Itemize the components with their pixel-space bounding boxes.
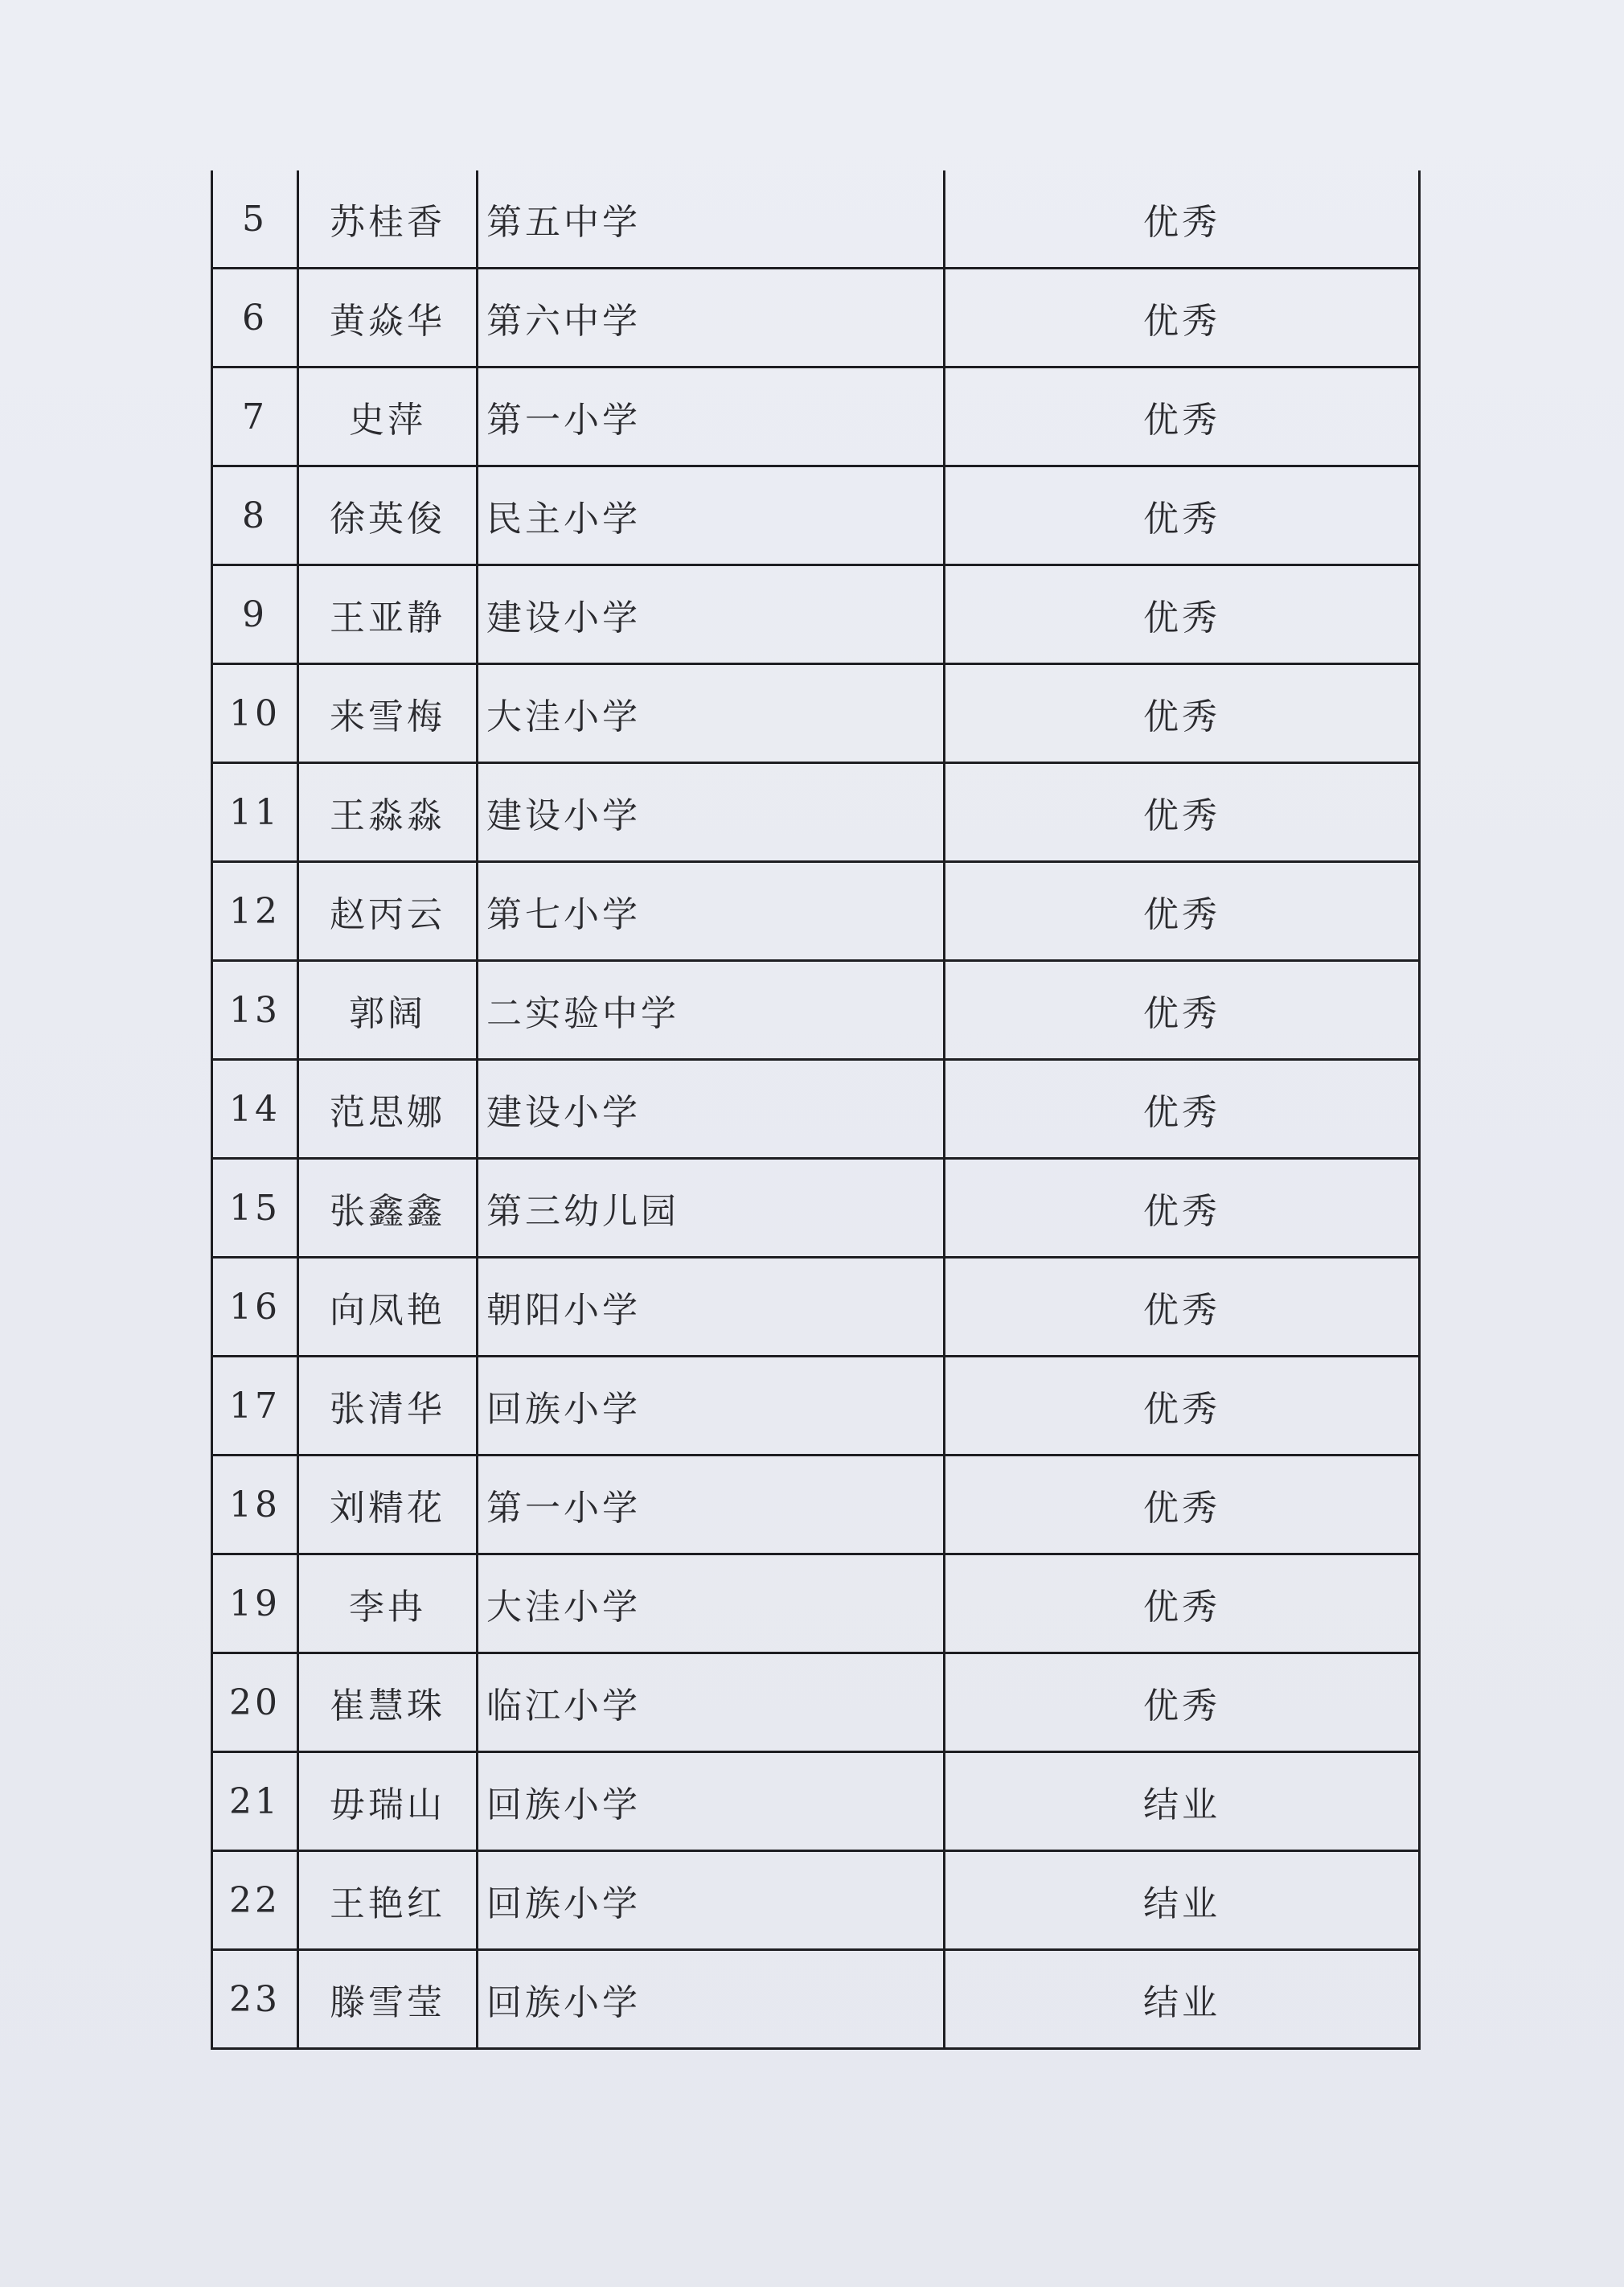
person-name: 崔慧珠: [298, 1653, 478, 1752]
person-name: 刘精花: [298, 1456, 478, 1554]
row-number: 18: [212, 1456, 298, 1554]
table-row: [212, 1851, 1420, 1950]
results-table-body: [212, 170, 1420, 2049]
grade-result: 结业: [945, 1950, 1420, 2049]
person-name: 史萍: [298, 367, 478, 466]
row-number: 9: [212, 565, 298, 664]
grade-result: 优秀: [945, 170, 1420, 269]
table-row: [212, 1456, 1420, 1554]
person-name: 苏桂香: [298, 170, 478, 269]
grade-result: 优秀: [945, 664, 1420, 763]
school-name: 建设小学: [478, 763, 945, 862]
grade-result: 优秀: [945, 763, 1420, 862]
grade-result: 优秀: [945, 1357, 1420, 1456]
person-name: 黄焱华: [298, 269, 478, 367]
row-number: 11: [212, 763, 298, 862]
grade-result: 优秀: [945, 466, 1420, 565]
person-name: 滕雪莹: [298, 1950, 478, 2049]
table-row: [212, 269, 1420, 367]
school-name: 第三幼儿园: [478, 1159, 945, 1258]
grade-result: 优秀: [945, 1456, 1420, 1554]
school-name: 回族小学: [478, 1357, 945, 1456]
person-name: 王艳红: [298, 1851, 478, 1950]
person-name: 王淼淼: [298, 763, 478, 862]
table-row: [212, 565, 1420, 664]
row-number: 16: [212, 1258, 298, 1357]
school-name: 第七小学: [478, 862, 945, 961]
person-name: 赵丙云: [298, 862, 478, 961]
table-row: [212, 1357, 1420, 1456]
school-name: 大洼小学: [478, 664, 945, 763]
table-row: [212, 862, 1420, 961]
grade-result: 优秀: [945, 367, 1420, 466]
row-number: 13: [212, 961, 298, 1060]
table-row: [212, 763, 1420, 862]
school-name: 民主小学: [478, 466, 945, 565]
person-name: 范思娜: [298, 1060, 478, 1159]
school-name: 朝阳小学: [478, 1258, 945, 1357]
person-name: 张清华: [298, 1357, 478, 1456]
school-name: 第六中学: [478, 269, 945, 367]
row-number: 7: [212, 367, 298, 466]
person-name: 郭阔: [298, 961, 478, 1060]
results-table: [211, 170, 1421, 2050]
grade-result: 优秀: [945, 1653, 1420, 1752]
grade-result: 结业: [945, 1752, 1420, 1851]
grade-result: 优秀: [945, 1159, 1420, 1258]
school-name: 建设小学: [478, 565, 945, 664]
grade-result: 优秀: [945, 1554, 1420, 1653]
table-row: [212, 1060, 1420, 1159]
table-row: [212, 1950, 1420, 2049]
school-name: 第一小学: [478, 367, 945, 466]
person-name: 毋瑞山: [298, 1752, 478, 1851]
row-number: 15: [212, 1159, 298, 1258]
table-row: [212, 1752, 1420, 1851]
school-name: 第五中学: [478, 170, 945, 269]
row-number: 5: [212, 170, 298, 269]
person-name: 来雪梅: [298, 664, 478, 763]
school-name: 回族小学: [478, 1950, 945, 2049]
row-number: 8: [212, 466, 298, 565]
row-number: 21: [212, 1752, 298, 1851]
grade-result: 优秀: [945, 961, 1420, 1060]
school-name: 第一小学: [478, 1456, 945, 1554]
table-row: [212, 170, 1420, 269]
row-number: 19: [212, 1554, 298, 1653]
row-number: 20: [212, 1653, 298, 1752]
school-name: 大洼小学: [478, 1554, 945, 1653]
table-row: [212, 1554, 1420, 1653]
table-row: [212, 664, 1420, 763]
table-row: [212, 1258, 1420, 1357]
row-number: 17: [212, 1357, 298, 1456]
school-name: 回族小学: [478, 1752, 945, 1851]
grade-result: 优秀: [945, 269, 1420, 367]
school-name: 二实验中学: [478, 961, 945, 1060]
table-row: [212, 961, 1420, 1060]
grade-result: 优秀: [945, 1258, 1420, 1357]
person-name: 向凤艳: [298, 1258, 478, 1357]
table-row: [212, 1159, 1420, 1258]
grade-result: 优秀: [945, 1060, 1420, 1159]
row-number: 10: [212, 664, 298, 763]
table-row: [212, 367, 1420, 466]
person-name: 王亚静: [298, 565, 478, 664]
grade-result: 结业: [945, 1851, 1420, 1950]
row-number: 14: [212, 1060, 298, 1159]
grade-result: 优秀: [945, 565, 1420, 664]
grade-result: 优秀: [945, 862, 1420, 961]
row-number: 6: [212, 269, 298, 367]
row-number: 12: [212, 862, 298, 961]
person-name: 张鑫鑫: [298, 1159, 478, 1258]
row-number: 22: [212, 1851, 298, 1950]
row-number: 23: [212, 1950, 298, 2049]
table-row: [212, 466, 1420, 565]
person-name: 徐英俊: [298, 466, 478, 565]
school-name: 建设小学: [478, 1060, 945, 1159]
school-name: 临江小学: [478, 1653, 945, 1752]
person-name: 李冉: [298, 1554, 478, 1653]
school-name: 回族小学: [478, 1851, 945, 1950]
table-row: [212, 1653, 1420, 1752]
